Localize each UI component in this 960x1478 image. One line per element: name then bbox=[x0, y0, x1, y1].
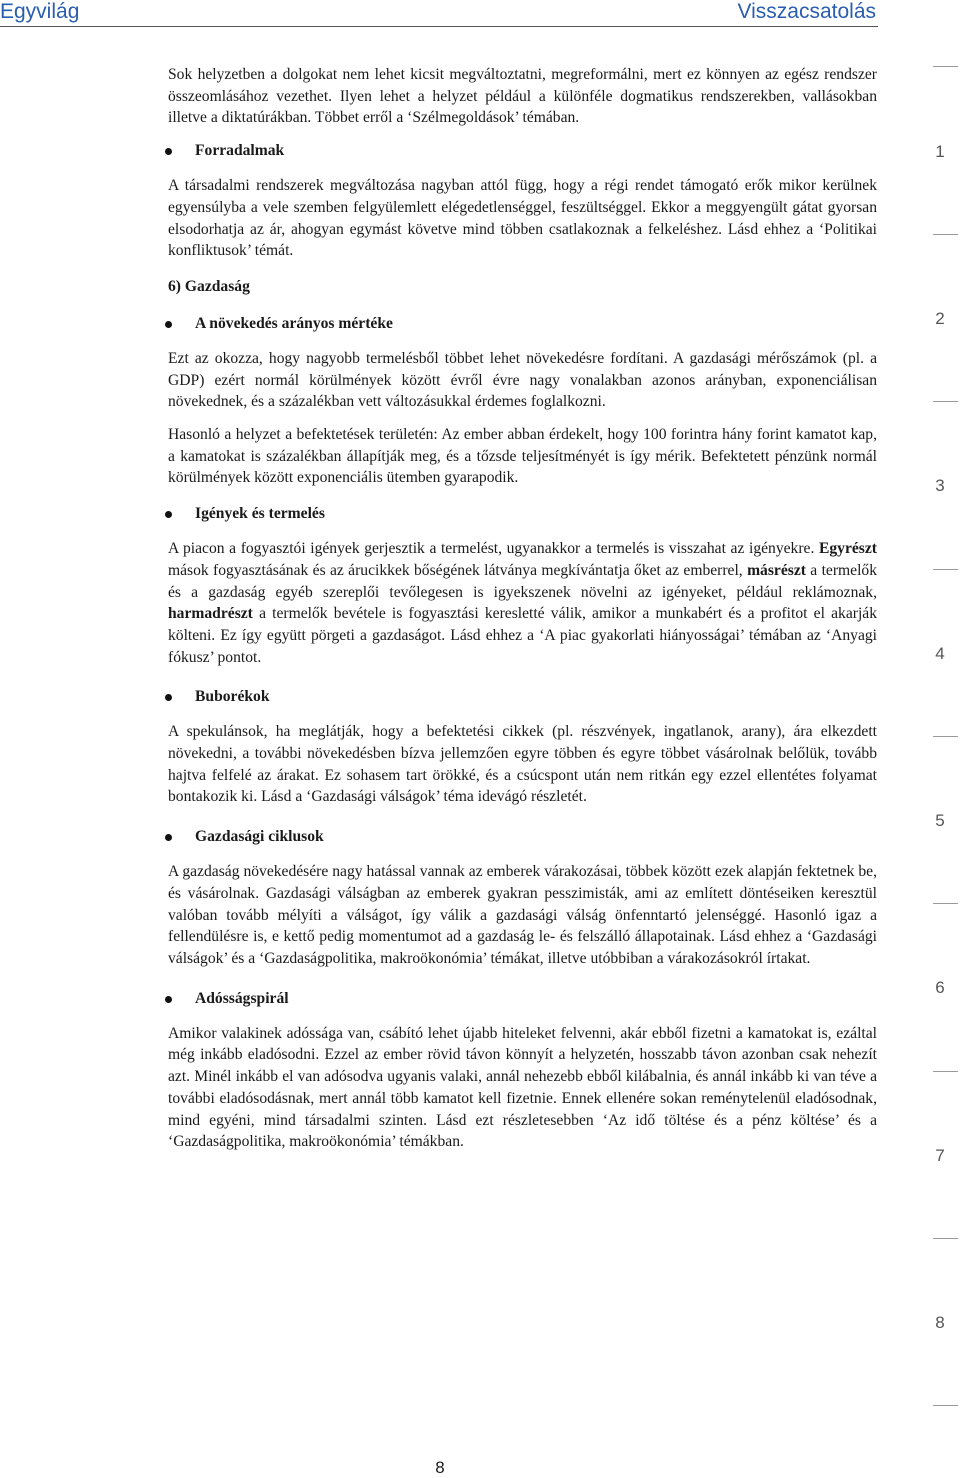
section-heading-ciklusok: Gazdasági ciklusok bbox=[168, 826, 877, 847]
section-heading-buborekok: Buborékok bbox=[168, 686, 877, 707]
novekedes-paragraph-1: Ezt az okozza, hogy nagyobb termelésből többet lehet növekedésre fordítani. A gazdasági mérőszámok (pl. a GDP) ezért normál körülmények között évről évre nagy vonalakban azonos arányban, exponenciálisan növekednek, és a százalékban vett változásukkal érdemes foglalkozni. bbox=[168, 349, 877, 411]
margin-rule bbox=[933, 66, 958, 67]
section-heading-adossag: Adósságspirál bbox=[168, 988, 877, 1009]
margin-rule bbox=[933, 401, 958, 402]
section-heading-forradalmak: Forradalmak bbox=[168, 140, 877, 161]
document-body bbox=[168, 64, 877, 1153]
margin-rule bbox=[933, 903, 958, 904]
bullet-icon bbox=[165, 321, 172, 328]
margin-number-4: 4 bbox=[935, 644, 945, 663]
adossag-paragraph: Amikor valakinek adóssága van, csábító lehet újabb hiteleket felvenni, akár ebből fizetni a kamatokat is, ezáltal még inkább eladósodni. Ezzel az ember rövid távon könnyít a helyzetén, hosszabb távon azonban csak nehezít azt. Minél inkább el van adósodva ugyanis valaki, annál nehezebb ebből kilábalnia, és annál inkább ki van téve a további eladósodásnak, mert annál több kamatot kell fizetnie. Ennek ellenére sokan reménytelenül eladósodnak, mind egyéni, mind társadalmi szinten. Lásd ezt részletesebben ‘Az idő töltése és a pénz költése’ és a ‘Gazdaságpolitika, makroökonómia’ témákban. bbox=[168, 1024, 877, 1151]
buborekok-paragraph: A spekulánsok, ha meglátják, hogy a befektetési cikkek (pl. részvények, ingatlanok, arany), ára elkezdett növekedni, a további növekedésben bízva jellemzően egyre többen és egyre többet vásárolnak belőlük, tovább hajtva felfelé az árakat. Ez sohasem tart örökké, és a csúcspont után nem ritkán egy ezzel ellentétes folyamat bontakozik ki. Lásd a ‘Gazdasági válságok’ téma idevágó részletét. bbox=[168, 723, 877, 806]
margin-rule bbox=[933, 234, 958, 235]
page-header bbox=[0, 0, 878, 27]
margin-number-5: 5 bbox=[935, 811, 945, 830]
header-title-left: Egyvilág bbox=[0, 0, 80, 23]
novekedes-paragraph-2: Hasonló a helyzet a befektetések területén: Az ember abban érdekelt, hogy 100 forintra hány forint kamatot kap, a kamatokat is százalékban állapítják meg, és a tőzsde teljesítményét is így mérik. Befektetett pénzünk normál körülmények között exponenciális ütemben gyarapodik. bbox=[168, 426, 877, 487]
section-heading-gazdasag: 6) Gazdaság bbox=[168, 277, 250, 295]
header-title-right: Visszacsatolás bbox=[737, 0, 876, 23]
bullet-icon bbox=[165, 996, 172, 1003]
forradalmak-paragraph: A társadalmi rendszerek megváltozása nagyban attól függ, hogy a régi rendet támogató erők mikor kerülnek egyensúlyba a vele szemben felgyülemlett elégedetlenséggel, feszültséggel. Ekkor a meggyengült gátat gyorsan elsodorhatja az ár, ahogyan egymást követve mind többen csatlakoznak a felkeléshez. Lásd ehhez a ‘Politikai konfliktusok’ témát. bbox=[168, 177, 877, 260]
margin-number-2: 2 bbox=[935, 309, 945, 328]
margin-number-6: 6 bbox=[935, 978, 945, 997]
margin-rule bbox=[933, 1238, 958, 1239]
igenyek-paragraph: A piacon a fogyasztói igények gerjesztik a termelést, ugyanakkor a termelés is visszahat az igényekre. Egyrészt mások fogyasztásának és az árucikkek bőségének látványa megkívántatja őket az emberrel, másrészt a termelők és a gazdaság egyéb szereplői tevőlegesen is igyekszenek növelni az igényeket, például reklámoznak, harmadrészt a termelők bevétele is fogyasztási keresletté válik, amikor a munkabért és a profitot el akarják költeni. Ez így együtt pörgeti a gazdaságot. Lásd ehhez a ‘A piac gyakorlati hiányosságai’ témában az ‘Anyagi fókusz’ pontot. bbox=[168, 540, 877, 666]
margin-number-8: 8 bbox=[935, 1313, 945, 1332]
margin-rule bbox=[933, 736, 958, 737]
margin-number-1: 1 bbox=[935, 142, 945, 161]
page-number: 8 bbox=[435, 1458, 445, 1477]
intro-paragraph: Sok helyzetben a dolgokat nem lehet kicsit megváltoztatni, megreformálni, mert ez könnyen az egész rendszer összeomlásához vezethet. Ilyen lehet a helyzet például a különféle dogmatikus rendszerekben, vallásokban illetve a diktatúrákban. Többet erről a ‘Szélmegoldások’ témában. bbox=[168, 66, 877, 127]
section-heading-igenyek: Igények és termelés bbox=[168, 503, 877, 524]
margin-rule bbox=[933, 569, 958, 570]
ciklusok-paragraph: A gazdaság növekedésére nagy hatással vannak az emberek várakozásai, többek között ezek alapján fektetnek be, és vásárolnak. Gazdasági válságban az emberek gyakran pesszimisták, ami az említett döntéseiken keresztül valóban tovább mélyíti a válságot, így válik a gazdasági válság önfenntartó jelenséggé. Hasonló igaz a fellendülésre is, e kettő pedig momentumot ad a gazdaság le- és felszálló állapotainak. Lásd ehhez a ‘Gazdasági válságok’ és a ‘Gazdaságpolitika, makroökonómia’ témákat, illetve utóbbiban a várakozásokról írtakat. bbox=[168, 863, 877, 967]
margin-rule bbox=[933, 1071, 958, 1072]
margin-number-3: 3 bbox=[935, 476, 945, 495]
margin-rule bbox=[933, 1405, 958, 1406]
section-heading-novekedes: A növekedés arányos mértéke bbox=[168, 313, 877, 334]
margin-number-7: 7 bbox=[935, 1146, 945, 1165]
